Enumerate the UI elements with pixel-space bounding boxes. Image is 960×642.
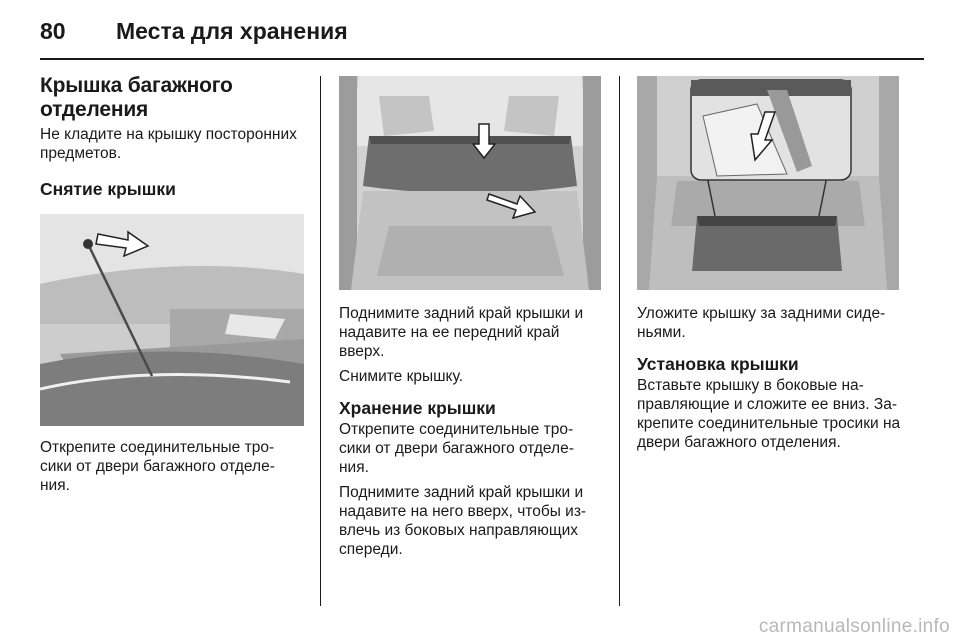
page-title: Места для хранения: [116, 18, 348, 44]
header-rule: [40, 58, 924, 60]
paragraph-detach-straps: Открепите соединительные тро-сики от двери багажного отделе-ния.: [339, 421, 574, 476]
subsection-heading-removal: Снятие крышки: [40, 179, 176, 199]
page-header: [40, 14, 924, 50]
figure-tailgate-strap: [40, 214, 304, 426]
figure-cover-lift: [339, 76, 601, 290]
paragraph-lift-extract: Поднимите задний край крышки и надавите на него вверх, чтобы из-влечь из боковых направляющих спереди.: [339, 484, 587, 558]
subsection-heading-storage: Хранение крышки: [339, 398, 496, 418]
page-number: 80: [40, 18, 66, 44]
subsection-heading-installation: Установка крышки: [637, 354, 799, 374]
figure-caption: Открепите соединительные тро-сики от двери багажного отделе-ния.: [40, 439, 275, 494]
column-2: [339, 74, 601, 559]
intro-paragraph: Не кладите на крышку посторонних предметов.: [40, 126, 297, 162]
paragraph-lift-cover: Поднимите задний край крышки и надавите на ее передний край вверх.: [339, 305, 584, 360]
column-3: [637, 74, 901, 452]
paragraph-remove-cover: Снимите крышку.: [339, 368, 464, 385]
section-heading: Крышка багажного отделения: [40, 74, 233, 121]
figure-cover-storage: [637, 76, 899, 290]
column-1: [40, 74, 304, 495]
column-divider: [320, 76, 321, 606]
column-divider: [619, 76, 620, 606]
watermark-text: carmanualsonline.info: [758, 616, 950, 637]
paragraph-install-cover: Вставьте крышку в боковые на-правляющие и сложите ее вниз. За-крепите соединительные тросики на двери багажного отделения.: [637, 377, 901, 451]
paragraph-stow-cover: Уложите крышку за задними сиде-ньями.: [637, 305, 886, 341]
